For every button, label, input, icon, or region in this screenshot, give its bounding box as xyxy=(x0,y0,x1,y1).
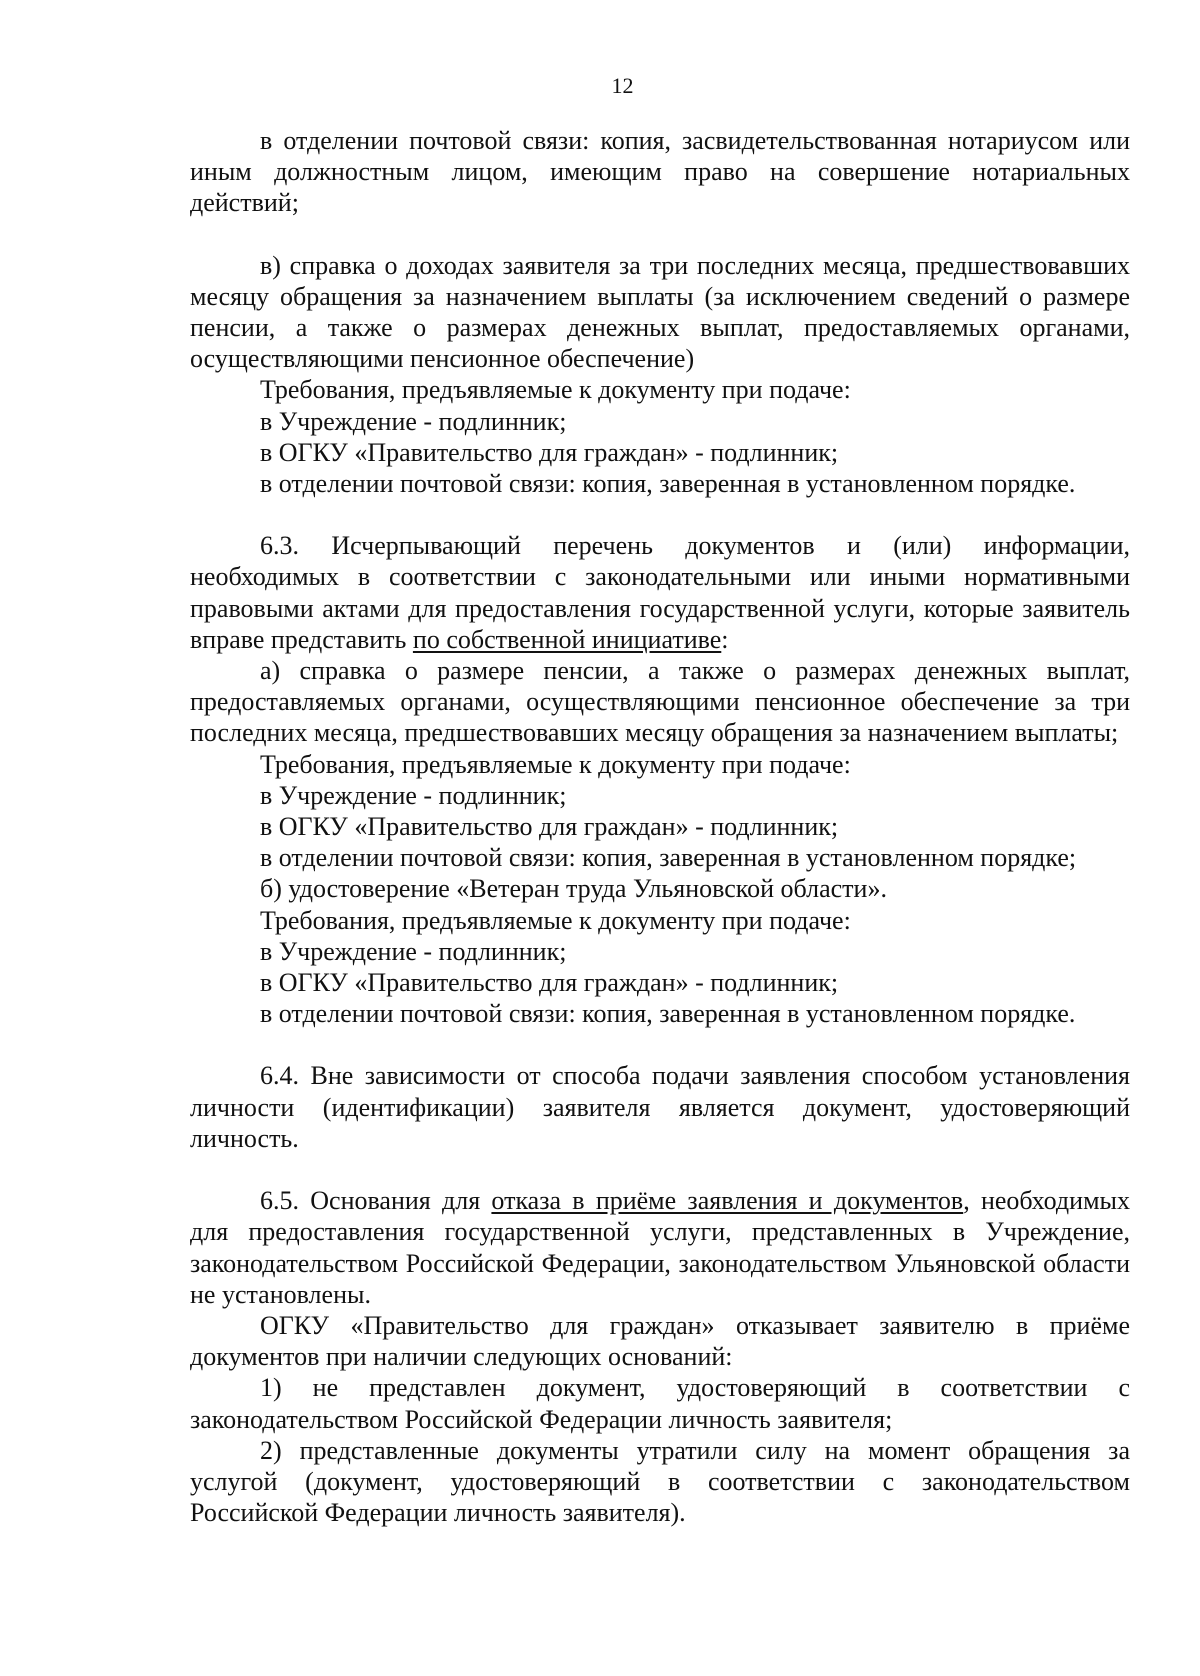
document-body xyxy=(190,125,1130,1528)
requirement-postal: в отделении почтовой связи: копия, заверенная в установленном порядке. xyxy=(260,999,1076,1029)
requirement-institution: в Учреждение - подлинник; xyxy=(260,936,567,966)
section-6-3-underlined: по собственной инициативе xyxy=(412,624,722,654)
section-6-3 xyxy=(190,530,1130,655)
requirement-institution: в Учреждение - подлинник; xyxy=(260,406,567,436)
requirements-heading: Требования, предъявляемые к документу при подаче: xyxy=(260,905,851,935)
refusal-reason-2: 2) представленные документы утратили силу на момент обращения за услугой (документ, удостоверяющий в соответствии с законодательством Российской Федерации личность заявителя). xyxy=(190,1435,1130,1528)
requirements-heading: Требования, предъявляемые к документу при подаче: xyxy=(260,375,851,405)
section-6-4: 6.4. Вне зависимости от способа подачи заявления способом установления личности (идентификации) заявителя является документ, удостоверяющий личность. xyxy=(190,1061,1130,1153)
requirement-postal: в отделении почтовой связи: копия, заверенная в установленном порядке. xyxy=(260,469,1076,499)
refusal-reason-1: 1) не представлен документ, удостоверяющий в соответствии с законодательством Российской Федерации личность заявителя; xyxy=(190,1373,1130,1434)
paragraph-veteran-certificate: б) удостоверение «Ветеран труда Ульяновской области». xyxy=(260,874,887,904)
paragraph-ogku-refusal: ОГКУ «Правительство для граждан» отказывает заявителю в приёме документов при наличии следующих оснований: xyxy=(190,1310,1130,1372)
paragraph-income-certificate: в) справка о доходах заявителя за три последних месяца, предшествовавших месяцу обращения за назначением выплаты (за исключением сведений о размере пенсии, а также о размерах денежных выплат, предоставляемых органами, осуществляющими пенсионное обеспечение) xyxy=(190,250,1130,374)
requirement-ogku: в ОГКУ «Правительство для граждан» - подлинник; xyxy=(260,812,839,842)
requirement-ogku: в ОГКУ «Правительство для граждан» - подлинник; xyxy=(260,437,839,467)
paragraph-postal-copy-notarized: в отделении почтовой связи: копия, засвидетельствованная нотариусом или иным должностным лицом, имеющим право на совершение нотариальных действий; xyxy=(190,126,1130,218)
section-6-5 xyxy=(190,1185,1130,1310)
section-6-5-underlined: отказа в приёме заявления и документов xyxy=(491,1186,964,1216)
section-6-3-colon: : xyxy=(721,624,729,654)
requirement-institution: в Учреждение - подлинник; xyxy=(260,780,567,810)
paragraph-pension-certificate: а) справка о размере пенсии, а также о размерах денежных выплат, предоставляемых органами, осуществляющими пенсионное обеспечение за три последних месяца, предшествовавших месяцу обращения за назначением выплаты; xyxy=(190,656,1130,748)
requirement-ogku: в ОГКУ «Правительство для граждан» - подлинник; xyxy=(260,968,839,998)
page-number: 12 xyxy=(611,73,634,98)
section-6-3-text: 6.3. Исчерпывающий перечень документов и (или) информации, необходимых в соответствии с законодательными или иными нормативными правовыми актами для предоставления государственной услуги, которые заявитель вправе представить xyxy=(190,531,1130,654)
section-6-5-rest: , необходимых для предоставления государственной услуги, представленных в Учреждение, законодательством Российской Федерации, законодательством Ульяновской области не установлены. xyxy=(190,1186,1130,1309)
requirement-postal: в отделении почтовой связи: копия, заверенная в установленном порядке; xyxy=(260,843,1077,873)
requirements-heading: Требования, предъявляемые к документу при подаче: xyxy=(260,749,851,779)
section-6-5-text: 6.5. Основания для xyxy=(260,1186,492,1216)
